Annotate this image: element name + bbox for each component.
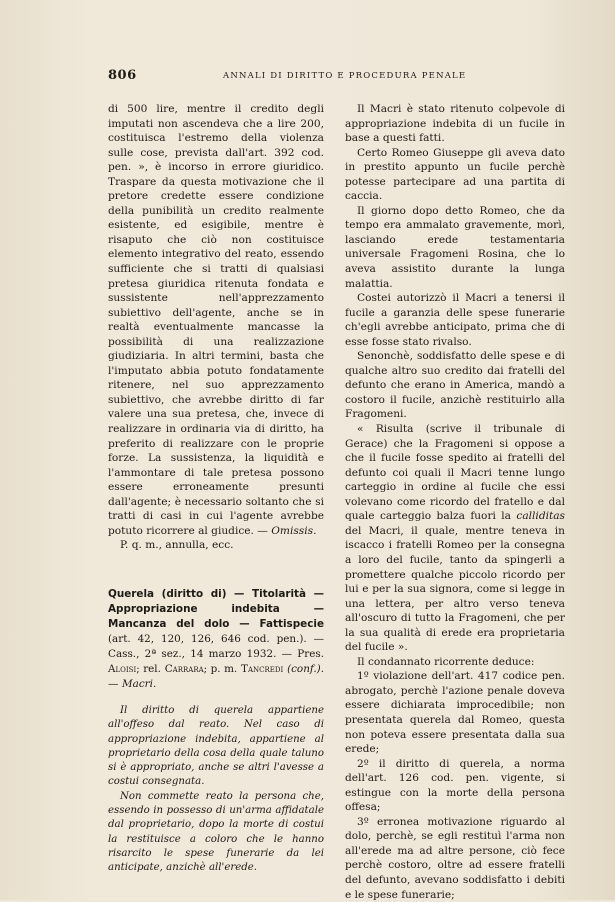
page-header	[108, 68, 564, 86]
paragraph: Il condannato ricorrente deduce:	[357, 655, 535, 668]
paragraph	[345, 422, 565, 655]
summary-paragraph: Non commette reato la persona che, essendo in possesso di un'arma affidatale dal proprietario, dopo la morte di costui la restituisce a coloro che le hanno risarcito le spese funerarie da lei anticipate, anzichè all'erede.	[108, 790, 324, 874]
rel-label: ; rel.	[136, 662, 161, 675]
paragraph: Senonchè, soddisfatto delle spese e di qualche altro suo credito dai fratelli del defunto che erano in America, mandò a costoro il fucile, anzichè restituirlo alla Fragomeni.	[345, 350, 565, 421]
paragraph: Il Macri è stato ritenuto colpevole di appropriazione indebita di un fucile in base a questi fatti.	[345, 103, 565, 145]
omissis: Omissis.	[271, 524, 317, 537]
paragraph: Costei autorizzò il Macri a tenersi il fucile a garanzia delle spese funerarie ch'egli avrebbe anticipato, prima che di esse fosse stato rivalso.	[345, 292, 565, 348]
heading-ref: (art. 42, 120, 126, 646 cod. pen.). — Cass., 2ª sez., 14 marzo 1932. — Pres.	[108, 632, 324, 660]
prosecutor-name: Tancredi	[241, 662, 284, 675]
heading-title: Querela (diritto di) — Titolarità — Appropriazione indebita — Mancanza del dolo — Fattispecie	[108, 587, 324, 630]
paragraph: P. q. m., annulla, ecc.	[120, 539, 234, 552]
pm-note: (conf.)	[287, 662, 321, 675]
running-title: ANNALI DI DIRITTO E PROCEDURA PENALE	[223, 71, 467, 81]
paragraph: Certo Romeo Giuseppe gli aveva dato in prestito appunto un fucile perchè potesse partecipare ad una partita di caccia.	[345, 146, 565, 203]
pm-label: ; p. m.	[203, 662, 238, 675]
left-column	[108, 102, 324, 876]
quote-text: « Risulta (scrive il tribunale di Gerace) che la Fragomeni si oppose a che il fucile fosse spedito ai fratelli del defunto coi quali il Macri tenne lungo carteggio in ordine al fucile che essi volevano come ricordo del fratello e dal quale carteggio balza fuori la	[345, 423, 565, 523]
right-column	[345, 102, 565, 902]
case-summary	[108, 704, 324, 876]
president-name: Aloisi	[108, 662, 137, 675]
paragraph	[108, 102, 324, 538]
rapporteur-name: Carrara	[164, 662, 204, 675]
page-number: 806	[108, 68, 137, 83]
case-heading	[108, 587, 324, 692]
party-name: Macri.	[122, 677, 157, 690]
list-item: 3º erronea motivazione riguardo al dolo, perchè, se egli restituì l'arma non all'erede ma ad altre persone, ciò fece perchè costoro, oltre ad essere fratelli del defunto, avevano soddisfatto i debiti e le spese funerarie;	[345, 815, 565, 901]
quote-text: del Macri, il quale, mentre teneva in iscacco i fratelli Romeo per la consegna a loro del fucile, tanto da spingerli a promettere qualche piccolo ricordo per lui e per la sua signora, come si legge in una lettera, per altro verso teneva all'oscuro di tutto la Fragomeni, che per la sua qualità di erede era proprietaria del fucile ».	[345, 524, 565, 654]
summary-paragraph: Il diritto di querela appartiene all'offeso dal reato. Nel caso di appropriazione indebita, appartiene al proprietario della cosa della quale taluno si è appropriato, anche se altri l'avesse a costui consegnata.	[108, 704, 324, 788]
list-item: 2º il diritto di querela, a norma dell'art. 126 cod. pen. vigente, si estingue con la morte della persona offesa;	[345, 757, 565, 814]
spacer	[108, 553, 324, 587]
list-item: 1º violazione dell'art. 417 codice pen. abrogato, perchè l'azione penale doveva essere dichiarata improcedibile; non presentata querela dal Romeo, questa non poteva essere presentata dalla sua erede;	[345, 670, 565, 756]
paragraph-text: di 500 lire, mentre il credito degli imputati non ascendeva che a lire 200, costituisca l'estremo della violenza sulle cose, prevista dall'art. 392 cod. pen. », è incorso in errore giuridico. Traspare da questa motivazione che il pretore credette essere condizione della punibilità un credito realmente esistente, ed esigibile, mentre è risaputo che ciò non costituisce elemento integrativo del reato, essendo sufficiente che si tratti di qualsiasi pretesa giuridica ritenuta fondata e sussistente nell'apprezzamento subiettivo dell'agente, anche se in realtà eventualmente mancasse la possibilità di una realizzazione giudiziaria. In altri termini, basta che l'imputato abbia potuto fondatamente ritenere, nel suo apprezzamento subiettivo, che avrebbe diritto di far valere una sua pretesa, che, invece di realizzare in ordinaria via di diritto, ha preferito di realizzare con le proprie forze. La sussistenza, la liquidità e l'ammontare di tale pretesa possono essere erroneamente presunti dall'agente; è necessario soltanto che si tratti di casi in cui l'agente avrebbe potuto ricorrere al giudice. —	[108, 103, 324, 537]
quote-italic: calliditas	[516, 510, 565, 523]
paragraph: Il giorno dopo detto Romeo, che da tempo era ammalato gravemente, morì, lasciando erede testamentaria universale Fragomeni Rosina, che lo aveva assistito durante la lunga malattia.	[345, 204, 565, 290]
dash: . —	[108, 662, 325, 690]
